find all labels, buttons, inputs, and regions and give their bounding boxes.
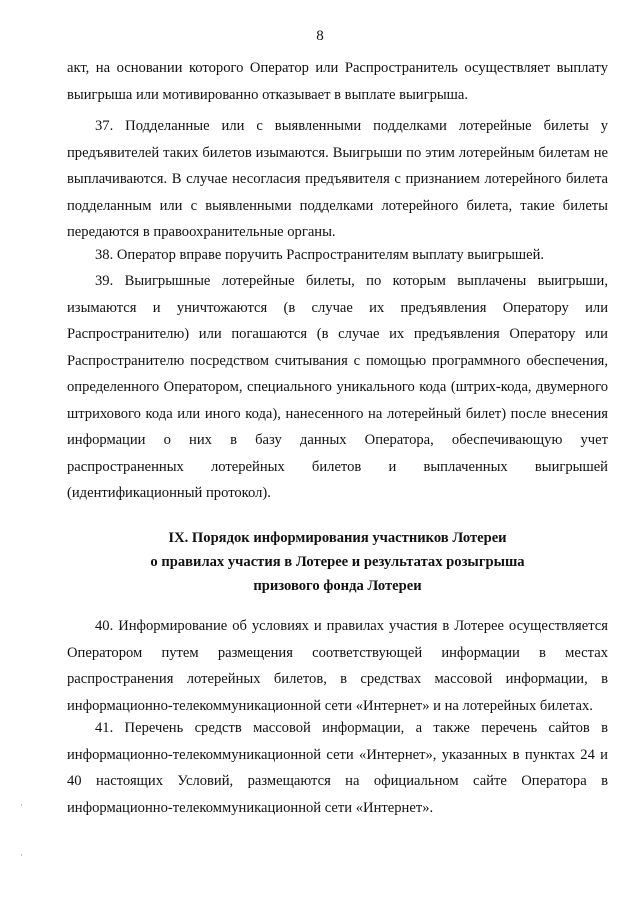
paragraph-41: 41. Перечень средств массовой информации, а также перечень сайтов в информационно-телекоммуникационной сети «Интернет», указанных в пунктах 24 и 40 настоящих Условий, размещаются на официальном сайте Оператора в информационно-телекоммуникационной сети «Интернет».: [67, 720, 608, 816]
section-heading-line-2: о правилах участия в Лотерее и результатах розыгрыша: [150, 554, 525, 570]
paragraph-40: 40. Информирование об условиях и правилах участия в Лотерее осуществляется Оператором путем размещения соответствующей информации в местах распространения лотерейных билетов, в средствах массовой информации, в информационно-телекоммуникационной сети «Интернет» и на лотерейных билетах.: [67, 618, 608, 714]
section-heading: [67, 526, 608, 598]
scan-speck: ·: [20, 850, 23, 860]
section-heading-line-3: призового фонда Лотереи: [253, 578, 422, 594]
paragraph-37: 37. Подделанные или с выявленными подделками лотерейные билеты у предъявителей таких билетов изымаются. Выигрыши по этим лотерейным билетам не выплачиваются. В случае несогласия предъявителя с признанием лотерейного билета подделанным или с выявленными подделками лотерейного билета, такие билеты передаются в правоохранительные органы.: [67, 118, 608, 240]
page-number: 8: [316, 28, 324, 44]
paragraph-continuation: акт, на основании которого Оператор или Распространитель осуществляет выплату выигрыша или мотивированно отказывает в выплате выигрыша.: [67, 60, 608, 103]
paragraph-38: 38. Оператор вправе поручить Распространителям выплату выигрышей.: [95, 247, 545, 263]
paragraph-39: 39. Выигрышные лотерейные билеты, по которым выплачены выигрыши, изымаются и уничтожаются (в случае их предъявления Оператору или Распространителю) или погашаются (в случае их предъявления Оператору или Распространителю посредством считывания с помощью программного обеспечения, определенного Оператором, специального уникального кода (штрих-кода, двумерного штрихового кода или иного кода), нанесенного на лотерейный билет) после внесения информации о них в базу данных Оператора, обеспечивающую учет распространенных лотерейных билетов и выплаченных выигрышей (идентификационный протокол).: [67, 273, 608, 501]
section-heading-line-1: IX. Порядок информирования участников Лотереи: [168, 530, 507, 546]
scan-speck: ·: [20, 800, 23, 810]
